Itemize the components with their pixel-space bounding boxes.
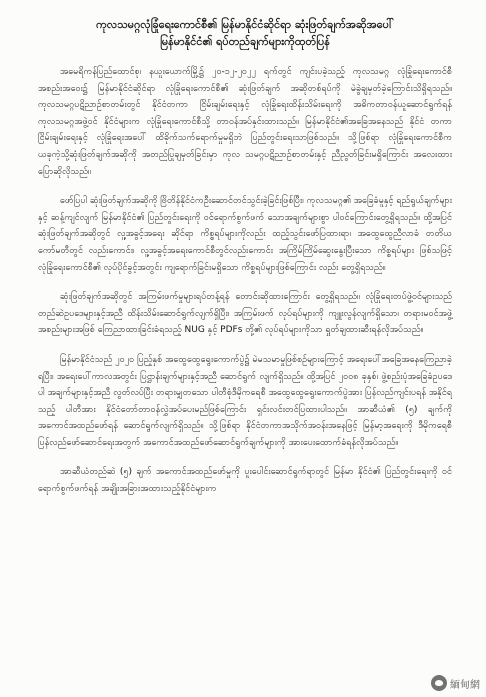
title-line-1: ကုလသမဂ္ဂလုံခြုံရေးကောင်စီ၏ မြန်မာနိုင်ငံဆိုင်ရာ ဆုံးဖြတ်ချက်အဆိုအပေါ် (96, 18, 394, 31)
title-line-2: မြန်မာနိုင်ငံ၏ ရပ်တည်ချက်များကိုထုတ်ပြန် (159, 35, 331, 48)
watermark-text: 緬甸網 (450, 679, 480, 691)
paragraph-4: မြန်မာနိုင်ငံသည် ၂၀၂၀ ပြည့်နှစ် အထွေထွေရွေးကောက်ပွဲ၌ မဲမသမာမှုဖြစ်စဉ်များကြောင့် အရေးပေါ်အခြေအနေကြေညာခဲ့ရပြီး၊ အရေးပေါ်ကာလအတွင်း ပြဋ္ဌာန်းချက်များနှင့်အညီ ဆောင်ရွက် လျက်ရှိသည်။ ထို့အပြင် ၂၀၀၈ ခုနှစ်၊ ဖွဲ့စည်းပုံအခြေခံဥပဒေပါ အချက်များနှင့်အညီ လွတ်လပ်ပြီး တရားမျှတသော ပါတီစုံဒီမိုကရေစီ အထွေထွေရွေးကောက်ပွဲအား ပြန်လည်ကျင်းပရန် အနိုင်ရသည့် ပါတီအား နိုင်ငံတော်တာဝန်လွှဲအပ်ပေးမည်ဖြစ်ကြောင်း ရှင်းလင်းတင်ပြထားပါသည်။ အာဆီယံ၏ (၅) ချက်ကို အကောင်အထည်ဖော်ရန် ဆောင်ရွက်လျက်ရှိသည်။ သို့ဖြစ်ရာ နိုင်ငံတကာအသိုက်အဝန်းအနေဖြင့် မြန်မာ့အရေးကို ဒီမိုကရေစီ ပြန်လည်ဖော်ဆောင်ရေးအတွက် အကောင်အထည်ဖော်ဆောင်ရွက်ချက်များကို အားပေးထောက်ခံရန်လိုအပ်သည်။ (38, 354, 452, 448)
paragraph-1: အမေရိကန်ပြည်ထောင်စု၊ နယူးယောက်မြို့၌ ၂၀-၁၂-၂၀၂၂ ရက်တွင် ကျင်းပခဲ့သည့် ကုလသမဂ္ဂ လုံခြုံရေးကောင်စီအစည်းအဝေး၌ မြန်မာနိုင်ငံဆိုင်ရာ လုံခြုံရေးကောင်စီ၏ ဆုံးဖြတ်ချက် အဆိုတစ်ရပ်ကို မဲခွဲချမှတ်ခဲ့ကြောင်းသိရှိရသည်။ ကုလသမဂ္ဂပဋိညာဉ်စာတမ်းတွင် နိုင်ငံတကာ ငြိမ်းချမ်းရေးနှင့် လုံခြုံရေးထိန်းသိမ်းရေးကို အဓိကတာဝန်ယူဆောင်ရွက်ရန် ကုလသမဂ္ဂအဖွဲ့ဝင် နိုင်ငံများက လုံခြုံရေးကောင်စီသို့ တာဝန်အပ်နှင်းထားသည်။ မြန်မာနိုင်ငံ၏အခြေအနေသည် နိုင်ငံ တကာငြိမ်းချမ်းရေးနှင့် လုံခြုံရေးအပေါ် ထိခိုက်သက်ရောက်မှုမရှိဘဲ ပြည်တွင်းရေးသာဖြစ်သည်။ သို့ဖြစ်ရာ လုံခြုံရေးကောင်စီက ယခုကဲ့သို့ဆုံးဖြတ်ချက်အဆိုကို အတည်ပြုချမှတ်ခြင်းမှာ ကုလ သမဂ္ဂပဋိညာဉ်စာတမ်းနှင့် ညီညွတ်ခြင်းမရှိကြောင်း အလေးထားပြောဆိုလိုသည်။ (38, 67, 452, 177)
paragraph-3: ဆုံးဖြတ်ချက်အဆိုတွင် အကြမ်းဖက်မှုများရပ်တန့်ရန် တောင်းဆိုထားကြောင်း တွေ့ရှိရသည်။ လုံခြုံရေးတပ်ဖွဲ့ဝင်များသည် တည်ဆဲဥပဒေများနှင့်အညီ ထိန်းသိမ်းဆောင်ရွက်လျက်ရှိပြီး၊ အကြမ်းဖက် လုပ်ရပ်များကို ကျူးလွန်လျက်ရှိသော၊ တရားမဝင်အဖွဲ့အစည်းများအဖြစ် ကြေညာထားခြင်းခံရသည့် NUG နှင့် PDFs တို့၏ လုပ်ရပ်များကိုသာ ရှုတ်ချထားဆီးရန်လိုအပ်သည်။ (38, 292, 452, 336)
paragraph-5: အာဆီယံတည်ဆဲ (၅) ချက် အကောင်အထည်ဖော်မှုကို ပူးပေါင်းဆောင်ရွက်ရာတွင် မြန်မာ နိုင်ငံ၏ ပြည်တွင်းရေးကို ဝင်ရောက်စွက်ဖက်ရန် အချိုးအခြားအထားသည့်နိုင်ငံများက (38, 467, 452, 495)
watermark (431, 673, 480, 693)
paragraph-2: ဖော်ပြပါ ဆုံးဖြတ်ချက်အဆိုကို ဗြိတိန်နိုင်ငံကဦးဆောင်တင်သွင်းခဲ့ခြင်းဖြစ်ပြီး၊ ကုလသမဂ္ဂ၏ အခြေခံမူနှင့် ရည်ရွယ်ချက်များနှင့် ဆန့်ကျင်လျက် မြန်မာနိုင်ငံ၏ ပြည်တွင်းရေးကို ဝင်ရောက်စွက်ဖက် သောအချက်များစွာ ပါဝင်ကြောင်းတွေ့ရှိရသည်။ ထို့အပြင် ဆုံးဖြတ်ချက်အဆိုတွင် လူ့အခွင့်အရေး ဆိုင်ရာ ကိစ္စရပ်များကိုလည်း ထည့်သွင်းဖော်ပြထားရာ၊ အထွေထွေညီလာခံ တတိယကော်မတီတွင် လည်းကောင်း၊ လူ့အခွင့်အရေးကောင်စီတွင်လည်းကောင်း အကြိမ်ကြိမ်ဆွေးနွေးပြီးသော ကိစ္စရပ်များ ဖြစ်သဖြင့် လုံခြုံရေးကောင်စီ၏ လုပ်ပိုင်ခွင့်အတွင်း ကျရောက်ခြင်းမရှိသော ကိစ္စရပ်များဖြစ်ကြောင်း လည်း တွေ့ရှိရသည်။ (38, 196, 452, 273)
eye-camera-icon (431, 675, 447, 691)
document-title (38, 16, 452, 50)
